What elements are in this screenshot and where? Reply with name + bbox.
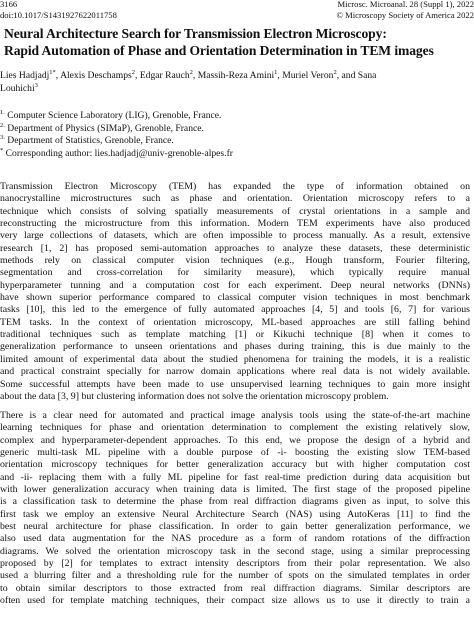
text-line: Some successful attempts have been made to use unsupervised learning techniques to gain more insight bbox=[0, 378, 470, 390]
text-line: often used for template matching techniques, their compact size allows us to use it directly to train a bbox=[0, 595, 470, 607]
text-line: is a classification task to determine the phase from real diffraction diagrams given as input, to solve this bbox=[0, 496, 470, 508]
affiliation-list bbox=[0, 110, 470, 160]
text-line: with lower generalization accuracy when training data is limited. The first stage of the proposed pipeline bbox=[0, 484, 470, 496]
corresponding-author bbox=[0, 148, 470, 161]
text-line: generalization performance to unseen orientations and phases during training, this is due mainly to the bbox=[0, 341, 470, 353]
copyright: © Microscopy Society of America 2022 bbox=[336, 10, 474, 20]
text-line: also used data augmentation for the NAS procedure as a form of random rotations of the diffraction bbox=[0, 533, 470, 545]
text-line: very large collections of datasets, which are often impossible to process manually. As a result, extensive bbox=[0, 230, 470, 242]
author-name: Louhichi bbox=[0, 82, 35, 94]
author-name: Edgar Rauch bbox=[139, 70, 190, 81]
text-line: and -ii- replacing them with a fully ML pipeline for fast real-time prediction during data acquisition but bbox=[0, 471, 470, 483]
text-line: research [1, 2] has proposed semi-automation approaches to analyze these datasets, these deterministic bbox=[0, 242, 470, 254]
page-number: 3166 bbox=[0, 0, 18, 9]
body-paragraph-2 bbox=[0, 410, 470, 608]
text-line: generic multi-task ML pipeline with a double purpose of -i- boosting the existing slow TEM-based bbox=[0, 447, 470, 459]
author-affil-mark: 2 bbox=[131, 68, 136, 76]
affiliation-item bbox=[0, 123, 470, 136]
author-affil-mark: 1 bbox=[274, 68, 278, 76]
text-line: technique which consists of solving spatially measurements of crystal orientations in a sample and bbox=[0, 205, 470, 217]
journal-citation: Microsc. Microanal. 28 (Suppl 1), 2022 bbox=[337, 0, 474, 9]
author-name: Lies Hadjadj bbox=[0, 70, 50, 81]
paper-title bbox=[4, 25, 472, 59]
text-line: and practical constraint specially for narrow domain applications where real data is not widely available. bbox=[0, 366, 470, 378]
affiliation-text: Corresponding author: lies.hadjadj@univ-grenoble-alpes.fr bbox=[5, 147, 233, 159]
title-line-2: Rapid Automation of Phase and Orientation Determination in TEM images bbox=[4, 43, 434, 58]
text-line: proposed by [2] for templates to extract intensity descriptors from their polar representation. We also bbox=[0, 558, 470, 570]
text-line: methods rely on classical computer vision techniques (e.g., Hough transform, Fourier filtering, bbox=[0, 255, 470, 267]
affiliation-text: Computer Science Laboratory (LIG), Grenoble, France. bbox=[7, 110, 222, 121]
text-line: first task we employ an extensive Neural Architecture Search (NAS) using AutoKeras [11] to find the bbox=[0, 508, 470, 520]
author-affil-mark: 2 bbox=[189, 68, 193, 76]
text-line: Transmission Electron Microscopy (TEM) has expanded the type of information obtained on bbox=[0, 181, 470, 192]
text-line: learning techniques for phase and orientation determination to complement the existing relatively slow, bbox=[0, 422, 470, 434]
text-line: tasks [10], this led to the emergence of fully automated approaches [4, 5] and tools [6, 7] for various bbox=[0, 304, 470, 316]
text-line: used a blurring filter and a thresholding rule for the number of spots on the simulated templates in order bbox=[0, 570, 470, 582]
text-line: segmentation and cross-correlation for similarity measure), which typically require manual bbox=[0, 267, 470, 279]
affiliation-text: Department of Statistics, Grenoble, France. bbox=[7, 135, 174, 147]
affil-mark: * bbox=[0, 146, 4, 154]
text-line: about the data [3, 9] but clustering information does not solve the orientation microscopy problem. bbox=[0, 390, 389, 402]
text-line: best neural architecture for phase classification. In order to gain better generalization performance, we bbox=[0, 521, 470, 533]
text-line: to obtain similar descriptors to those extracted from real diffraction diagrams. Similar descriptors are bbox=[0, 582, 470, 594]
author-name: Muriel Veron bbox=[282, 70, 334, 81]
text-line: TEM tasks. In the context of orientation microscopy, ML-based approaches are still falling behind bbox=[0, 316, 470, 328]
affil-mark: 1. bbox=[0, 108, 5, 116]
affil-mark: 2. bbox=[0, 121, 5, 129]
text-line: reconstructing the microstructure from this information. Modern TEM experiments have also produced bbox=[0, 218, 470, 230]
text-line: traditional techniques such as template matching [1] or Kikuchi technique [8] when it comes to bbox=[0, 329, 470, 341]
affiliation-item bbox=[0, 135, 470, 148]
body-paragraph-1 bbox=[0, 181, 470, 403]
text-line: complex and hyperparameter-dependent approaches. To this end, we propose the design of a hybrid and bbox=[0, 434, 470, 446]
text-line: limited amount of experimental data about the studied phenomena for training the models, it is a realistic bbox=[0, 353, 470, 365]
author-name: Massih-Reza Amini bbox=[197, 70, 275, 81]
text-line: hyperparameter tunning and a computation cost for each experiment. Deep neural networks (DNNs) bbox=[0, 279, 470, 291]
text-line: have shown superior performance compared to classical computer vision techniques in most benchmark bbox=[0, 292, 470, 304]
author-name: and Sana bbox=[341, 70, 377, 81]
affiliation-item bbox=[0, 110, 470, 123]
doi: doi:10.1017/S1431927622011758 bbox=[0, 10, 117, 20]
author-affil-mark: 3 bbox=[34, 81, 38, 89]
author-list: Lies Hadjadj$^{1*}$, Alexis Deschamps$^2$, Edgar Rauch$^2$, Massih-Reza Amini$^1$, Muriel Veron$^2$, and Sana Louhichi$^3$ bbox=[0, 68, 377, 94]
text-line: diagrams. We solved the orientation microscopy task in the second stage, using a similar preprocessing bbox=[0, 545, 470, 557]
author-affil-mark: 2 bbox=[333, 68, 337, 76]
affil-mark: 3. bbox=[0, 134, 5, 141]
affiliation-text: Department of Physics (SIMaP), Grenoble, France. bbox=[7, 122, 204, 134]
text-line: There is a clear need for automated and practical image analysis tools using the state-of-the-art machine bbox=[0, 410, 470, 421]
title-line-1: Neural Architecture Search for Transmission Electron Microscopy: bbox=[4, 26, 387, 41]
author-name: Alexis Deschamps bbox=[60, 70, 132, 81]
text-line: orientation microscopy techniques for better generalization accuracy but with higher computation cost bbox=[0, 459, 470, 471]
text-line: nanocrystalline microstructures such as phase and orientation. Orientation microscopy refers to a bbox=[0, 193, 470, 205]
author-affil-mark: 1* bbox=[49, 68, 56, 76]
